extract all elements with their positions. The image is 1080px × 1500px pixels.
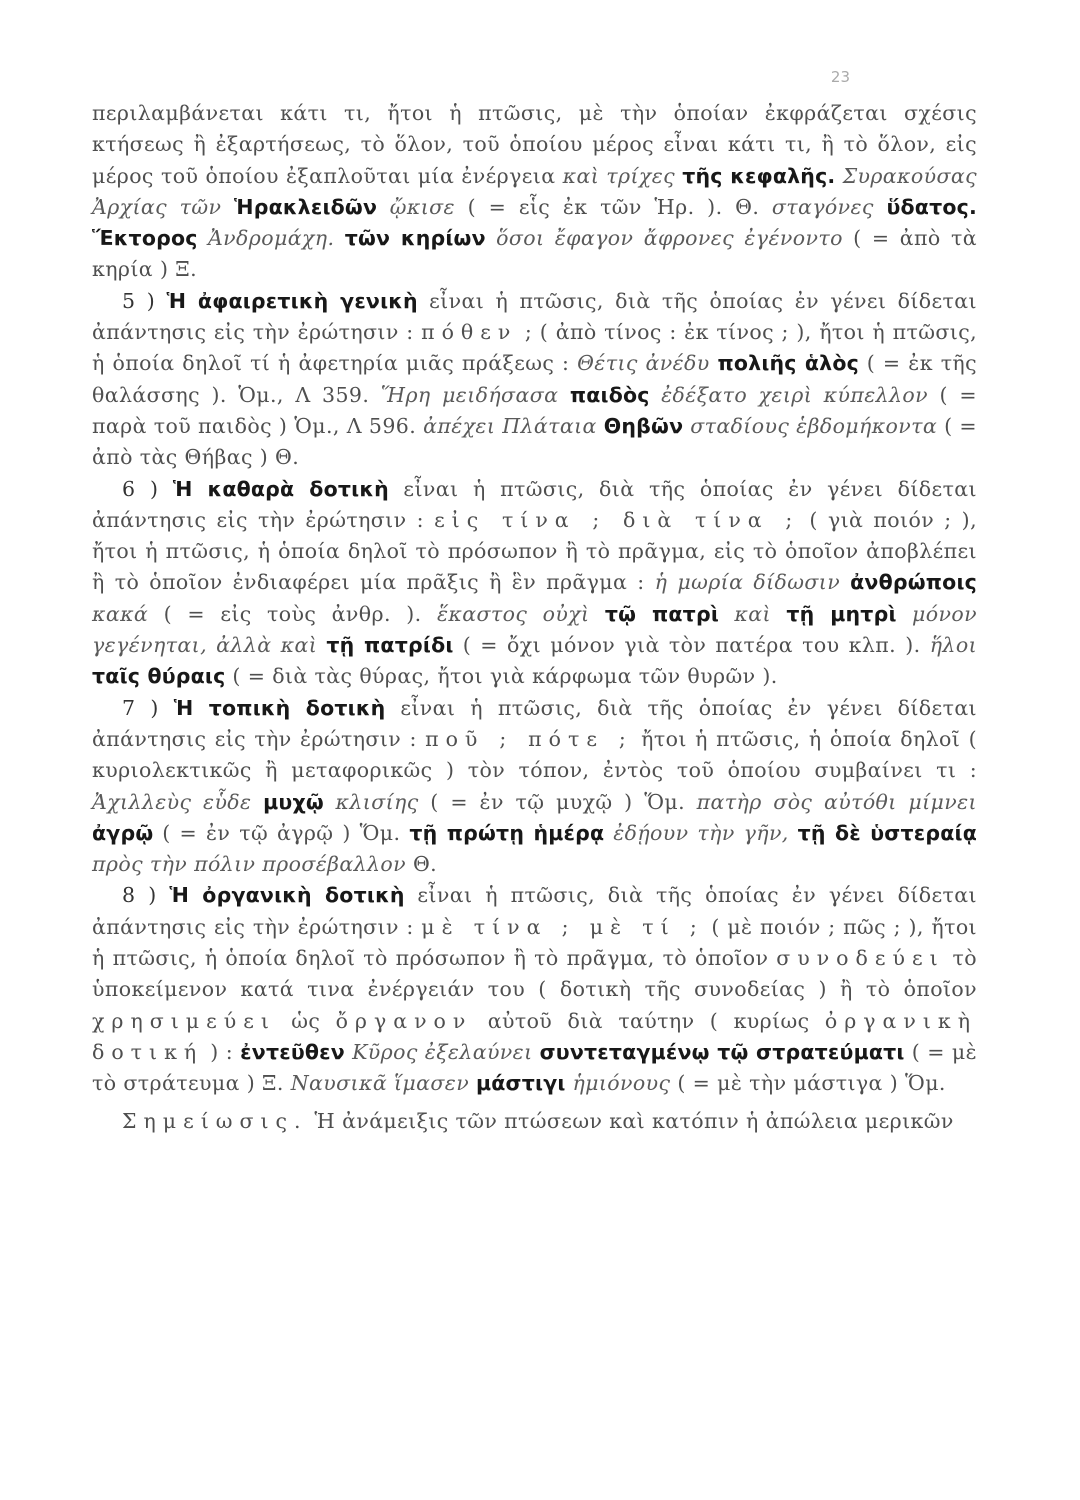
italic-quote: Συρακούσας Ἀρχίας τῶν [92, 163, 977, 219]
section-6-paragraph [92, 474, 977, 693]
italic-quote: Κῦρος ἐξελαύνει [352, 1039, 533, 1064]
bold-term: Ἡ καθαρὰ δοτικὴ [172, 476, 389, 501]
bold-term: ὕδατος. [886, 194, 977, 219]
italic-quote: μόνον γεγένηται, ἀλλὰ καὶ [92, 601, 977, 658]
bold-term: ἐντεῦθεν [240, 1039, 345, 1064]
italic-quote: σταδίους ἑβδομήκοντα [690, 413, 938, 438]
note-paragraph [92, 1106, 977, 1137]
italic-quote: κακά [92, 601, 149, 626]
text-run: ( = ἐν τῷ μυχῷ ) Ὅμ. [418, 789, 697, 814]
italic-quote: καὶ τρίχες [562, 163, 676, 188]
italic-quote: Ναυσικᾶ ἵμασεν [290, 1071, 470, 1096]
spaced-text: εἰς τίνα ; διὰ τίνα ; [434, 507, 800, 532]
italic-quote: ἐδέξατο χειρὶ κύπελλον [661, 382, 929, 407]
text-run: ( = ἐν τῷ ἀγρῷ ) Ὅμ. [153, 820, 410, 845]
spaced-text: ποῦ ; πότε ; [425, 726, 633, 751]
text-body [92, 98, 977, 1137]
italic-quote: Ἀχιλλεὺς εὗδε [92, 789, 252, 814]
bold-term: μυχῷ [263, 789, 324, 814]
italic-quote: πρὸς τὴν πόλιν προσέβαλλον [92, 852, 407, 877]
text-run: ( = ἀπὸ τὰς Θήβας ) Θ. [92, 413, 978, 470]
text-run: εἶναι ἡ πτῶσις, διὰ τῆς ὁποίας ἐν γένει δίδεται ἀπάντησις εἰς τὴν ἐρώτησιν : [92, 695, 977, 751]
italic-quote: ἐδῄουν τὴν γῆν, [613, 820, 789, 845]
text-run: ( = παρὰ τοῦ παιδὸς ) Ὁμ., Λ 596. [92, 382, 977, 438]
bold-term: ταῖς θύραις [92, 664, 226, 689]
text-run: Ἡ ἀνάμειξις τῶν πτώσεων καὶ κατόπιν ἡ ἀπώλεια μερικῶν [307, 1108, 954, 1133]
italic-quote: ἡμιόνους [572, 1071, 671, 1096]
section-7-paragraph [92, 693, 977, 881]
text-run: εἶναι ἡ πτῶσις, διὰ τῆς ὁποίας ἐν γένει δίδεται ἀπάντησις εἰς τὴν ἐρώτησιν : [92, 883, 977, 939]
italic-quote: ἕκαστος οὐχὶ [436, 601, 590, 626]
text-run: ἤτοι ἡ πτῶσις, ἡ ὁποία δηλοῖ ( κυριολεκτικῶς ἢ μεταφορικῶς ) τὸν τόπον, ἐντὸς τοῦ ὁποίου συμβαίνει τι : [92, 726, 977, 783]
text-run: Θ. [406, 852, 438, 877]
section-number: 5 ) [122, 288, 167, 313]
spaced-text: συνοδεύει [776, 946, 945, 971]
text-run [597, 414, 604, 438]
bold-term: Θηβῶν [603, 413, 684, 438]
text-run [897, 602, 912, 626]
italic-quote: σταγόνες [771, 194, 874, 219]
spaced-text: πόθεν [421, 320, 518, 345]
text-run: ; ( ἀπὸ τίνος : ἐκ τίνος ; ), ἤτοι ἡ πτῶσις, ἡ ὁποία δηλοῖ τί ἡ ἀφετηρία μιᾶς πράξεως : [92, 320, 977, 376]
section-number: 7 ) [122, 695, 174, 720]
text-run: ( = εἰς τοὺς ἀνθρ. ). [148, 601, 437, 626]
text-run [198, 226, 208, 250]
italic-quote: ὅσοι ἔφαγον ἄφρονες ἐγένοντο [496, 226, 843, 251]
text-run: ( μὲ ποιόν ; πῶς ; ), ἤτοι ἡ πτῶσις, ἡ ὁποία δηλοῖ τὸ πρόσωπον ἢ τὸ πρᾶγμα, τὸ ὁποῖον [92, 914, 977, 971]
text-run: ( = μὲ τὴν μάστιγα ) Ὅμ. [670, 1071, 946, 1096]
spaced-text: μὲ τίνα ; μὲ τί ; [421, 914, 704, 939]
italic-quote: ἀπέχει Πλάταια [423, 413, 597, 438]
text-run [650, 383, 662, 407]
text-run [589, 602, 604, 626]
text-run: εἶναι ἡ πτῶσις, διὰ τῆς ὁποίας ἐν γένει δίδεται ἀπάντησις εἰς τὴν ἐρώτησιν : [92, 288, 977, 345]
text-run: ( = μὲ τὸ στράτευμα ) Ξ. [92, 1039, 978, 1096]
bold-term: Ἡ ἀφαιρετικὴ γενικὴ [166, 288, 418, 313]
bold-term: Ἡρακλειδῶν [234, 194, 378, 219]
text-run [533, 1040, 540, 1064]
text-run [604, 821, 613, 845]
text-run [558, 383, 570, 407]
text-run: ( = ὄχι μόνον γιὰ τὸν πατέρα του κλπ. ). [453, 633, 930, 658]
text-run: περιλαμβάνεται κάτι τι, ἤτοι ἡ πτῶσις, μὲ τὴν ὁποίαν ἐκφράζεται σχέσις κτήσεως ἢ ἐξαρτήσεως, τὸ ὅλον, τοῦ ὁποίου μέρος εἶναι κάτι τι, ἢ τὸ ὅλον, εἰς μέρος τοῦ ὁποίου ἐξαπλοῦται μία ἐνέργεια [92, 101, 977, 188]
bold-term: Ἡ ὀργανικὴ δοτικὴ [169, 883, 405, 908]
text-run [835, 164, 842, 188]
text-run: ( = ἀπὸ τὰ κηρία ) Ξ. [92, 226, 977, 282]
text-run [317, 633, 326, 657]
section-5-paragraph [92, 286, 977, 474]
text-run: ( = εἷς ἐκ τῶν Ἡρ. ). Θ. [454, 194, 772, 219]
section-8-paragraph [92, 880, 977, 1099]
bold-term: τῇ μητρὶ [786, 601, 897, 626]
bold-term: τῇ πατρίδι [326, 633, 454, 658]
italic-quote: Ἀνδρομάχη. [207, 226, 335, 251]
text-run: ( γιὰ ποιόν ; ), ἤτοι ἡ πτῶσις, ἡ ὁποία δηλοῖ τὸ πρόσωπον ἢ τὸ πρᾶγμα, εἰς τὸ ὁποῖον ἀποβλέπει ἢ τὸ ὁποῖον ἐνδιαφέρει μία πρᾶξις ἢ ἓν πρᾶγμα : [92, 507, 977, 595]
bold-term: Ἕκτορος [92, 226, 198, 251]
text-run [719, 602, 734, 626]
italic-quote: Ἥρη μειδήσασα [380, 382, 559, 407]
bold-term: μάστιγι [475, 1071, 566, 1096]
bold-term: ἀγρῷ [92, 820, 154, 845]
bold-term: παιδὸς [569, 382, 650, 407]
text-run [221, 195, 234, 219]
italic-quote: ᾤκισε [389, 194, 455, 219]
text-run: ὡς [275, 1008, 336, 1033]
text-run: ( = διὰ τὰς θύρας, ἤτοι γιὰ κάρφωμα τῶν θυρῶν ). [225, 664, 778, 689]
text-run [469, 1071, 476, 1095]
text-run [345, 1040, 352, 1064]
spaced-text: Σημείωσις. [122, 1108, 308, 1133]
italic-quote: Θέτις ἀνέδυ [577, 351, 710, 376]
text-run [789, 821, 798, 845]
bold-term: ἀνθρώποις [850, 570, 977, 595]
spaced-text: χρησιμεύει [92, 1008, 276, 1033]
bold-term: τῇ δὲ ὑστεραίᾳ [797, 820, 977, 845]
text-run: ) : [203, 1039, 241, 1064]
spaced-text: ὄργανον [335, 1008, 473, 1033]
text-run [840, 570, 850, 594]
text-run [377, 195, 390, 219]
text-run: ( = ἐκ τῆς θαλάσσης ). Ὁμ., Λ 359. [92, 351, 977, 407]
bold-term: τῇ πρώτῃ ἡμέρᾳ [409, 820, 605, 845]
italic-quote: κλισίης [335, 789, 419, 814]
bold-term: τῷ πατρὶ [604, 601, 720, 626]
text-run: τὸ ὑποκείμενον κατά τινα ἐνέργειάν του ( δοτικὴ τῆς συνοδείας ) ἢ τὸ ὁποῖον [92, 946, 977, 1002]
text-run [251, 790, 263, 814]
bold-term: συντεταγμένῳ τῷ στρατεύματι [539, 1039, 905, 1064]
section-number: 8 ) [122, 883, 170, 908]
continuation-paragraph [92, 98, 977, 286]
text-run [486, 226, 496, 250]
section-number: 6 ) [122, 476, 173, 501]
bold-term: τῶν κηρίων [344, 226, 486, 251]
italic-quote: ἥλοι [929, 633, 978, 658]
italic-quote: ἡ μωρία δίδωσιν [654, 570, 841, 595]
spaced-text: ὀργανικὴ δοτική [92, 1008, 977, 1064]
bold-term: Ἡ τοπικὴ δοτικὴ [173, 695, 386, 720]
bold-term: τῆς κεφαλῆς. [682, 163, 836, 188]
text-run [874, 195, 887, 219]
text-run: εἶναι ἡ πτῶσις, διὰ τῆς ὁποίας ἐν γένει δίδεται ἀπάντησις εἰς τὴν ἐρώτησιν : [92, 476, 977, 532]
text-run [324, 790, 336, 814]
italic-quote: πατὴρ σὸς αὐτόθι μίμνει [696, 789, 977, 814]
bold-term: πολιῆς ἁλὸς [717, 351, 859, 376]
text-run [334, 226, 344, 250]
page-number: 23 [830, 68, 850, 86]
text-run [771, 602, 786, 626]
text-run: αὐτοῦ διὰ ταύτην ( κυρίως [472, 1008, 825, 1033]
italic-quote: καὶ [734, 601, 771, 626]
